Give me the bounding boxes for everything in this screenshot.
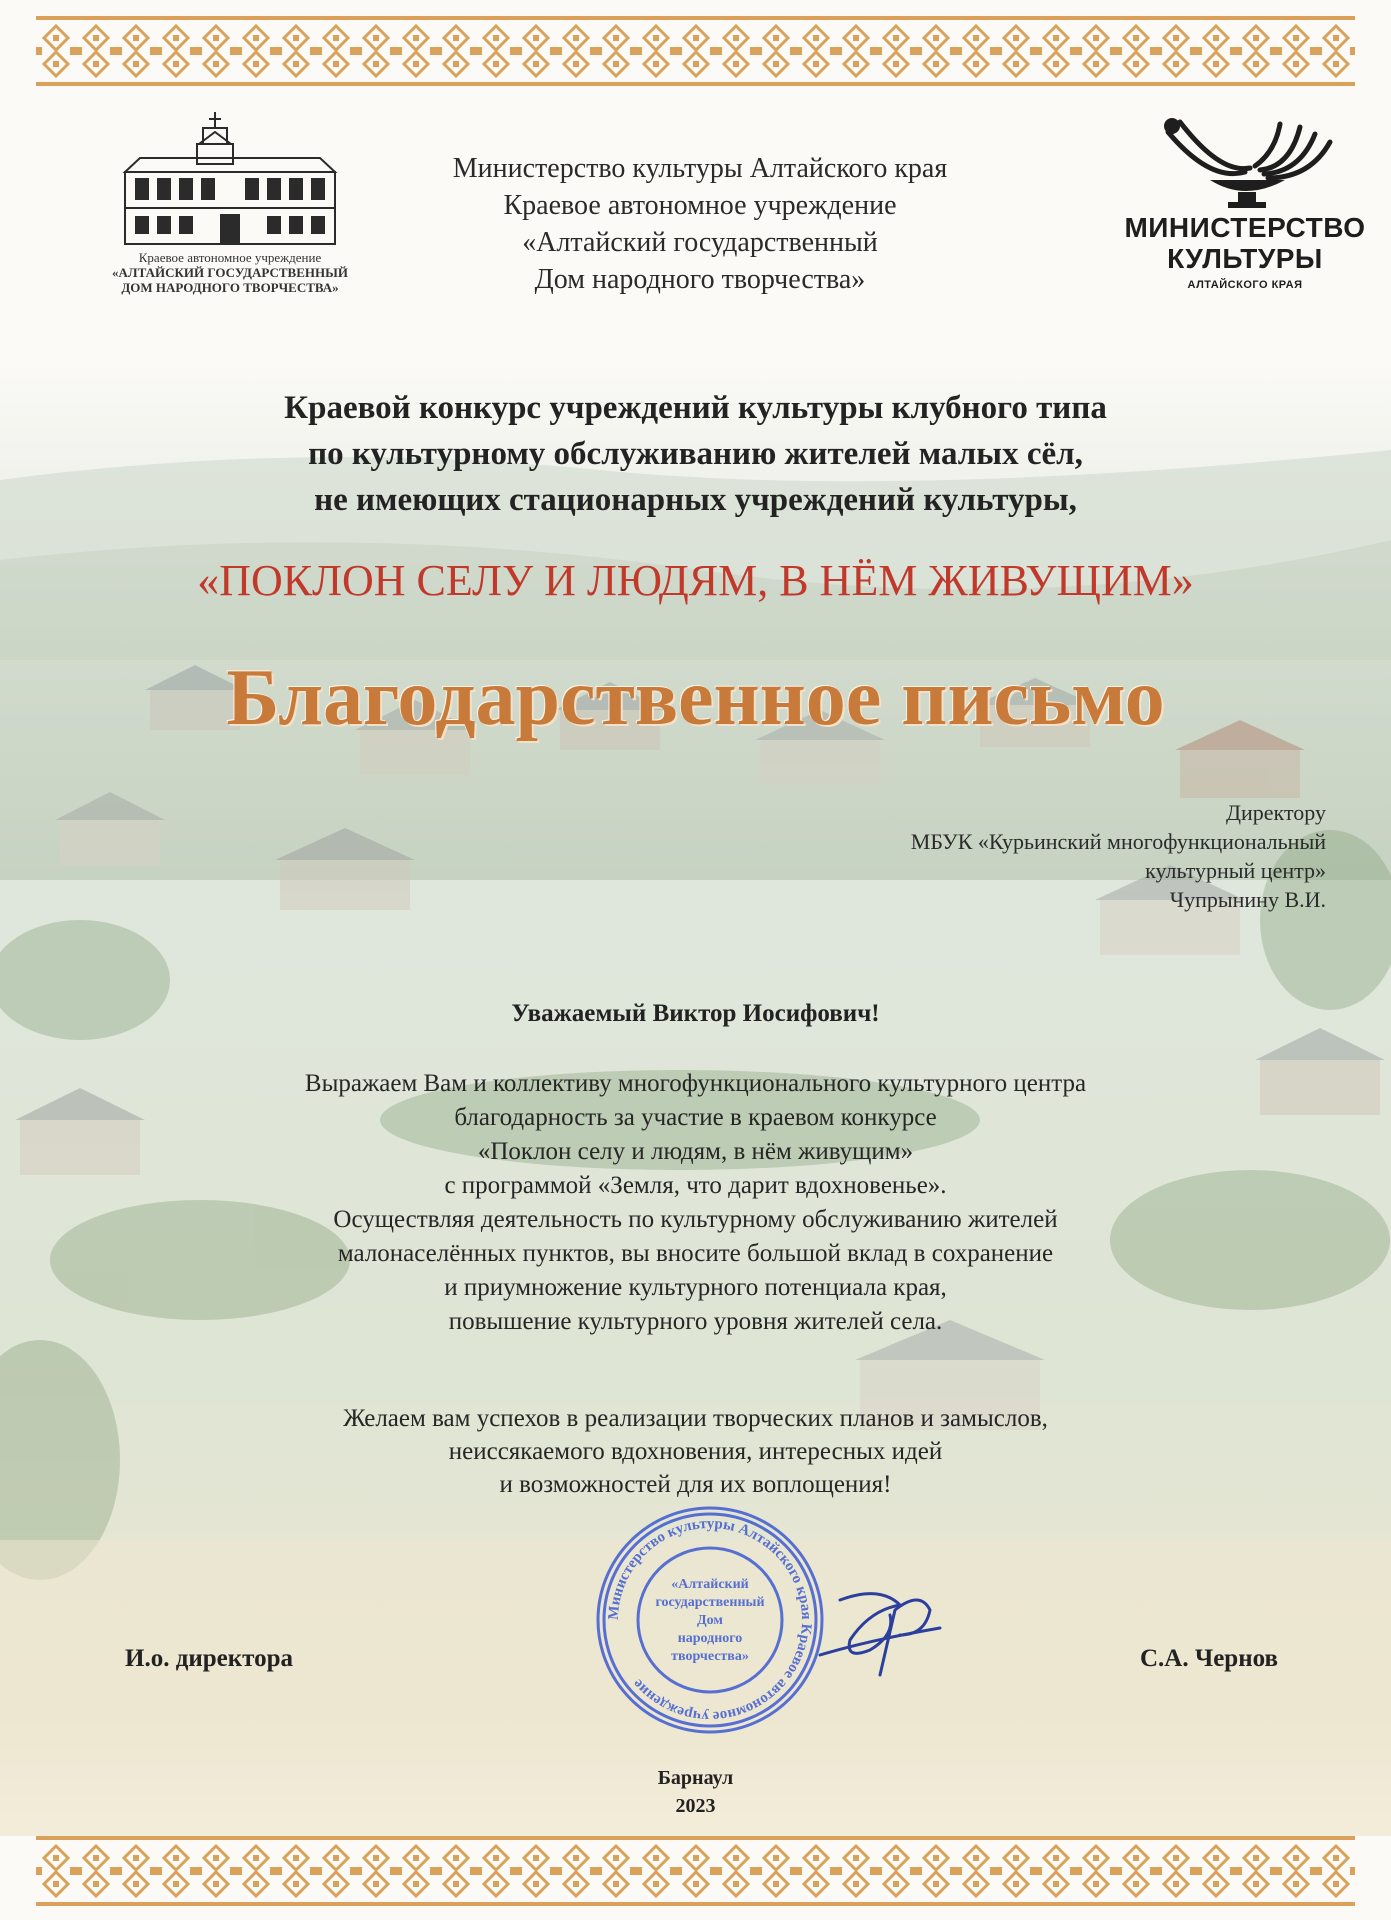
wishes-line: Желаем вам успехов в реализации творческих планов и замыслов, <box>343 1405 1048 1432</box>
stamp-outer-text: Министерство культуры Алтайского края Краевое автономное учреждение <box>605 1515 815 1725</box>
left-logo-caption-line3: ДОМ НАРОДНОГО ТВОРЧЕСТВА» <box>121 280 339 295</box>
wishes-line: и возможностей для их воплощения! <box>499 1471 892 1498</box>
recipient-line4: Чупрынину В.И. <box>1169 887 1326 912</box>
salutation: Уважаемый Виктор Иосифович! <box>511 1000 880 1027</box>
stamp-center-line1: «Алтайский <box>671 1577 749 1592</box>
recipient-block <box>911 798 1326 914</box>
contest-title-line2: по культурному обслуживанию жителей малых сёл, <box>308 436 1083 472</box>
contest-title-line1: Краевой конкурс учреждений культуры клубного типа <box>284 390 1107 426</box>
recipient-line1: Директору <box>1226 800 1326 825</box>
wishes-line: неиссякаемого вдохновения, интересных идей <box>448 1438 943 1465</box>
signer-position: И.о. директора <box>125 1645 294 1672</box>
ministry-logo-line1: МИНИСТЕРСТВО <box>1124 212 1366 243</box>
signer-name: С.А. Чернов <box>1140 1645 1278 1672</box>
official-stamp <box>590 1500 830 1740</box>
stamp-center-line2: государственный <box>655 1595 765 1610</box>
ministry-of-culture-logo <box>1120 112 1370 312</box>
body-line: Выражаем Вам и коллективу многофункционального культурного центра <box>304 1070 1087 1097</box>
bottom-ornament-border <box>36 1836 1355 1906</box>
body-line: Осуществляя деятельность по культурному обслуживанию жителей <box>333 1206 1058 1233</box>
ministry-logo-line3: АЛТАЙСКОГО КРАЯ <box>1187 279 1303 291</box>
ministry-name: Министерство культуры Алтайского края <box>452 153 948 184</box>
institution-name-line2: Дом народного творчества» <box>534 264 866 295</box>
house-of-folk-art-logo <box>80 110 380 320</box>
wishes-paragraph <box>0 1402 1391 1501</box>
city: Барнаул <box>657 1767 734 1789</box>
body-line: малонаселённых пунктов, вы вносите большой вклад в сохранение <box>337 1240 1054 1267</box>
recipient-line3: культурный центр» <box>1145 858 1326 883</box>
body-line: и приумножение культурного потенциала края, <box>444 1274 947 1301</box>
top-ornament-border <box>36 16 1355 86</box>
contest-title-line3: не имеющих стационарных учреждений культуры, <box>314 482 1077 518</box>
letter-body <box>0 1067 1391 1339</box>
issuer-header <box>390 150 1010 298</box>
stamp-center-line4: народного <box>677 1631 743 1646</box>
document-title: Благодарственное письмо <box>226 654 1165 742</box>
building-icon <box>115 110 345 250</box>
bird-bowl-icon <box>1150 112 1340 212</box>
ministry-logo-line2: КУЛЬТУРЫ <box>1167 243 1323 274</box>
body-line: с программой «Земля, что дарит вдохновенье». <box>444 1172 947 1199</box>
handwritten-signature <box>810 1580 950 1690</box>
left-logo-caption-line1: Краевое автономное учреждение <box>138 250 322 265</box>
place-and-year <box>0 1764 1391 1820</box>
stamp-center-line3: Дом <box>697 1613 723 1628</box>
institution-name-line1: «Алтайский государственный <box>522 227 878 258</box>
body-line: благодарность за участие в краевом конкурсе <box>454 1104 937 1131</box>
institution-type: Краевое автономное учреждение <box>503 190 897 221</box>
stamp-center-line5: творчества» <box>671 1649 749 1664</box>
contest-motto: «ПОКЛОН СЕЛУ И ЛЮДЯМ, В НЁМ ЖИВУЩИМ» <box>197 556 1194 605</box>
body-line: повышение культурного уровня жителей села. <box>448 1308 943 1335</box>
year: 2023 <box>675 1795 716 1817</box>
left-logo-caption-line2: «АЛТАЙСКИЙ ГОСУДАРСТВЕННЫЙ <box>112 265 348 280</box>
recipient-line2: МБУК «Курьинский многофункциональный <box>910 829 1326 854</box>
body-line: «Поклон селу и людям, в нём живущим» <box>477 1138 914 1165</box>
contest-title <box>0 385 1391 523</box>
